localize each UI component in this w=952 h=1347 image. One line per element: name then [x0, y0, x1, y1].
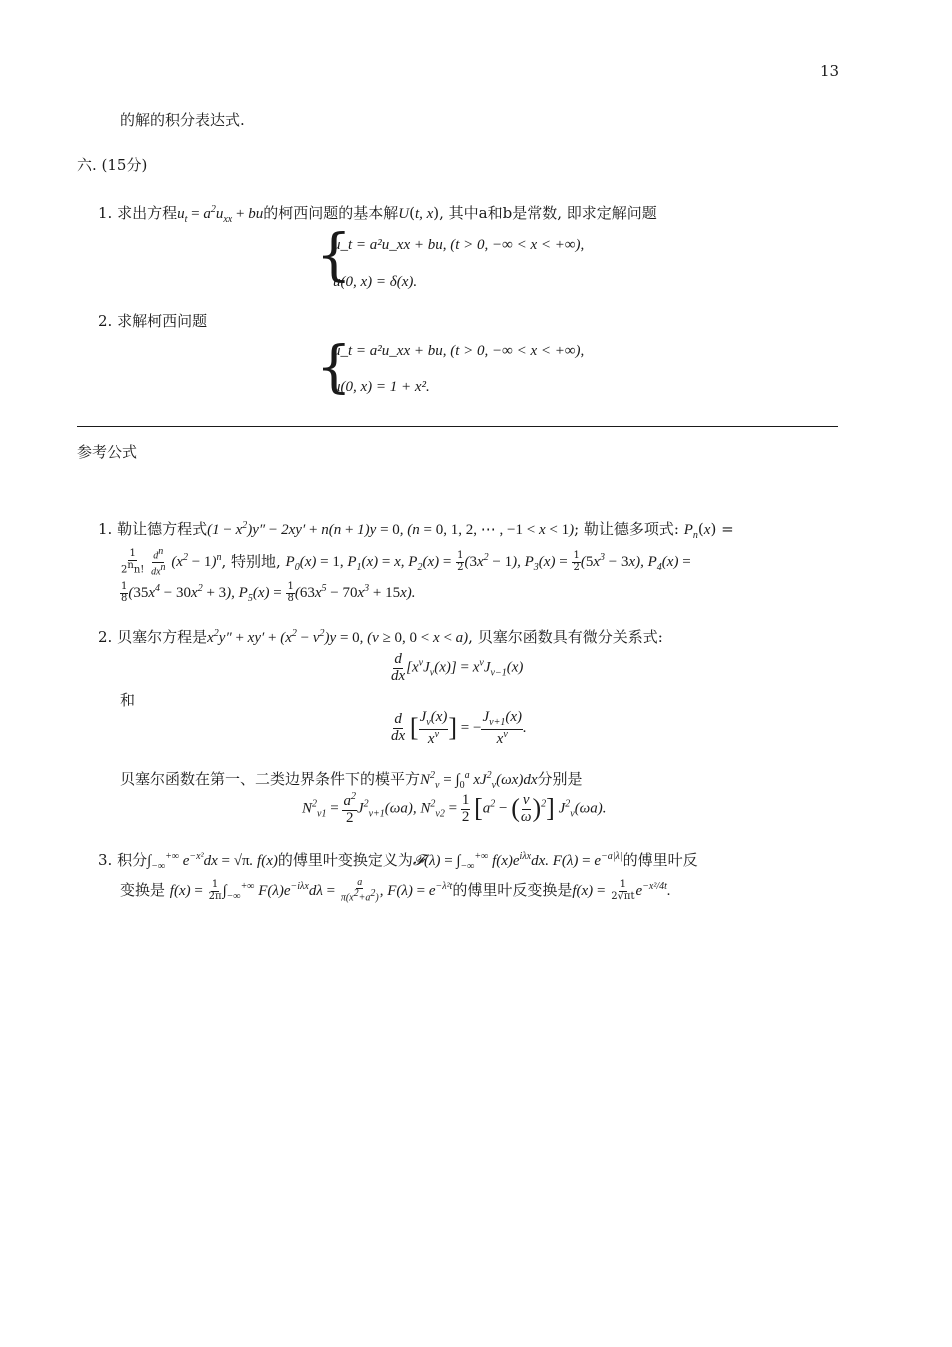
ref-2-text-d: 分别是 — [537, 770, 583, 788]
ref-2-line-1: 2. 贝塞尔方程是$x^2y'' + xy' + (x^2 - \nu^2)y = 0$, (ν ≥ 0, 0 < x < a), 贝塞尔函数具有微分关系式: — [98, 628, 663, 646]
ref-2-text-b: , 贝塞尔函数具有微分关系式: — [468, 628, 663, 646]
ref-2-number: 2. — [98, 628, 113, 646]
problem-1-equation: $u_t = a^2u_{xx}$ + bu — [177, 204, 264, 225]
ref-3-text-d: 变换是 — [120, 881, 166, 899]
ref-2-formula-2: $\frac{d}{dx}$ [ $\frac{J_\nu(x)}{x^\nu}$ ] = − $\frac{J_{\nu+1}(x)}{x^\nu}$ . — [391, 709, 527, 747]
ref-2-text-a: 贝塞尔方程是 — [117, 628, 208, 646]
ref-3-text-e: 的傅里叶反变换是 — [452, 881, 573, 899]
page-number: 13 — [820, 62, 840, 80]
problem-1-U: U — [398, 206, 410, 222]
problem-1-suffix: , 其中a和b是常数, 即求定解问题 — [439, 204, 657, 222]
ref-3-text-c: 的傅里叶反 — [622, 851, 698, 869]
problem-2-prefix: 求解柯西问题 — [117, 312, 208, 330]
lead-text: 的解的积分表达式. — [120, 111, 245, 129]
ref-3-line-1: 3. 积分$\int_{-\infty}^{+\infty}$ $e^{-x^2}dx = √\pi$. f(x)的傅里叶变换定义为𝓕(λ) = $\int_{-\infty}^{+\infty}$ $f(x)e^{i\lambda x}dx$. $F(\lambda) = e^{-a|\lambda|}$的傅里叶反 — [98, 851, 698, 872]
ref-3-number: 3. — [98, 851, 113, 869]
problem-1-eq1: u_t = a²u_xx + bu, (t > 0, −∞ < x < +∞), — [333, 237, 585, 253]
problem-2 — [98, 311, 207, 331]
ref-2-formula-1: $\frac{d}{dx}$ $[x^\nu J_\nu(x)] = x^\nu J_{\nu-1}(x)$ — [391, 651, 524, 684]
ref-1-line-2: $\frac{1}{2^nn!}$ $\frac{d^n}{dx^n}$ $(x^2 - 1)^n$, 特别地, $P_0(x) = 1$, $P_1(x) = x$, $P_2(x)$ = $\frac{1}{2}$ $(3x^2 - 1)$, $P_3(x)$ = $\frac{1}{2}$ $(5x^3 - 3x)$, $P_4(x)$ = — [121, 546, 691, 578]
problem-1-middle: 的柯西问题的基本解 — [263, 204, 399, 222]
problem-1-eq2: u(0, x) = δ(x). — [333, 274, 418, 290]
ref-1-text-c: , 特别地, — [221, 552, 281, 571]
problem-1-brace: { — [316, 223, 352, 288]
problem-2-number: 2. — [98, 312, 113, 330]
problem-1: 1. 求出方程$u_t = a^2u_{xx}$ + bu的柯西问题的基本解U(t, x), 其中a和b是常数, 即求定解问题 — [98, 204, 657, 225]
problem-1-number: 1. — [98, 204, 113, 222]
ref-3-text-b: 的傅里叶变换定义为 — [277, 851, 413, 869]
section-heading: 六. (15分) — [77, 156, 148, 174]
problem-2-eq1: u_t = a²u_xx + bu, (t > 0, −∞ < x < +∞), — [333, 343, 585, 359]
ref-3-line-2: 变换是 f(x) = $\frac{1}{2\pi}$ $\int_{-\infty}^{+\infty}$ $F(\lambda)e^{-i\lambda x}d\lambda$ = $\frac{a}{\pi(x^2+a^2)}$ , $F(\lambda) = e^{-\lambda^2t}$的傅里叶反变换是f(x) = $\frac{1}{2√\pi t}$ $e^{-x^2/4t}$. — [120, 876, 671, 904]
ref-2-and: 和 — [120, 691, 136, 709]
ref-1-text-a: 勒让德方程式 — [117, 520, 208, 538]
reference-title: 参考公式 — [77, 443, 138, 461]
problem-2-brace: { — [316, 335, 352, 400]
ref-1-number: 1. — [98, 520, 113, 538]
problem-1-prefix: 求出方程 — [117, 204, 178, 222]
ref-1-line-1: 1. 勒让德方程式$(1 - x^2)y'' - 2xy' + n(n + 1)y = 0$, (n = 0, 1, 2, ⋯ , −1 < x < 1); 勒让德多项式: $P_n(x)$ = — [98, 520, 734, 541]
problem-2-eq2: u(0, x) = 1 + x². — [333, 379, 430, 395]
divider — [77, 426, 838, 427]
ref-2-text-c: 贝塞尔函数在第一、二类边界条件下的模平方 — [120, 770, 421, 788]
ref-1-text-b: ; 勒让德多项式: — [574, 520, 679, 538]
ref-1-line-3: $\frac{1}{8}$ $(35x^4 - 30x^2 + 3)$, $P_5(x)$ = $\frac{1}{8}$ $(63x^5 - 70x^3 + 15x)$. — [121, 581, 416, 604]
ref-2-formula-3: $N^2_{\nu 1}$ = $\frac{a^2}{2}$ $J^2_{\nu+1}(\omega a)$, $N^2_{\nu 2}$ = $\frac{1}{2}$ [$a^2$ − ( $\frac{\nu}{\omega}$ )$^2$] $J^2_\nu(\omega a)$. — [302, 791, 607, 826]
ref-2-line-norm: 贝塞尔函数在第一、二类边界条件下的模平方$N^2_\nu = \int_0^a$ $xJ^2_\nu(\omega x)dx$分别是 — [120, 770, 583, 791]
ref-3-text-a: 积分 — [117, 851, 148, 869]
